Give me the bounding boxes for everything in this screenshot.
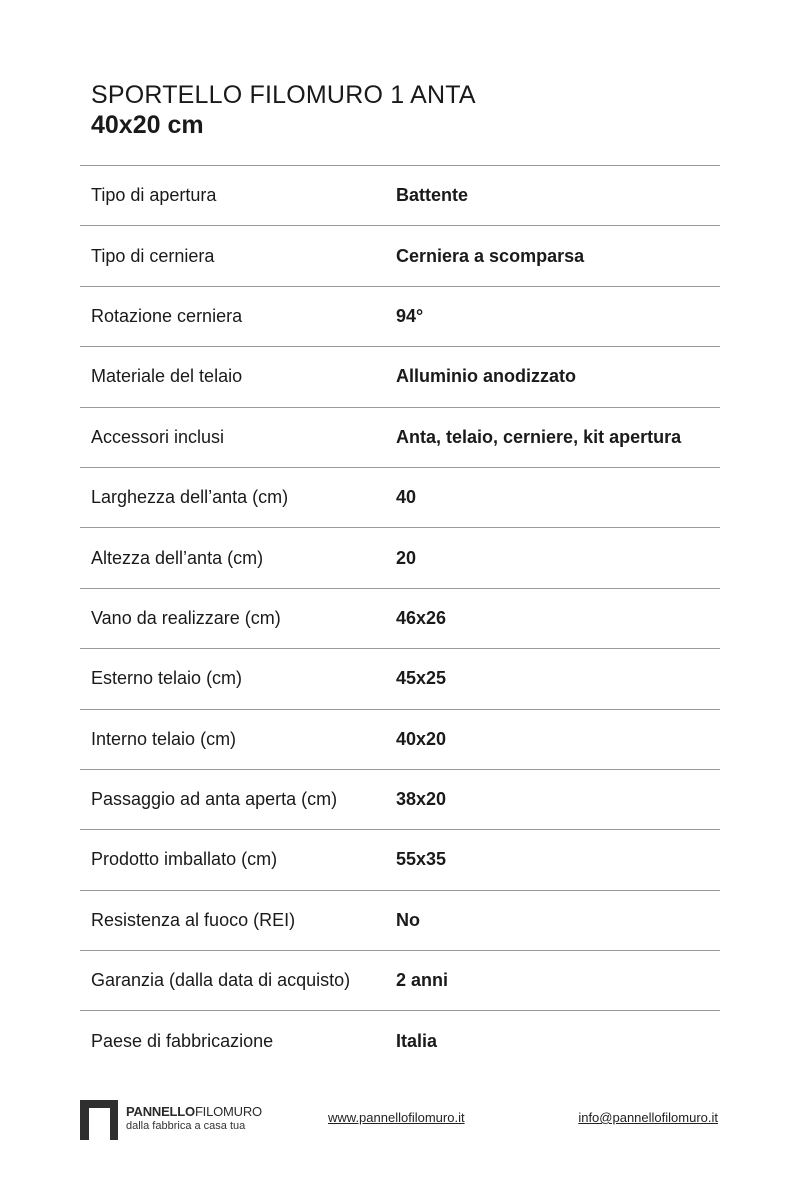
spec-row <box>80 770 720 830</box>
spec-row <box>80 468 720 528</box>
spec-value: 40x20 <box>396 728 447 749</box>
logo-tagline: dalla fabbrica a casa tua <box>126 1120 246 1132</box>
spec-value: 38x20 <box>396 789 447 810</box>
spec-value: Battente <box>396 185 469 206</box>
website-link[interactable]: www.pannellofilomuro.it <box>328 1110 465 1125</box>
page-header <box>91 80 476 140</box>
logo-name-bold: PANNELLO <box>126 1104 195 1119</box>
spec-value: Italia <box>396 1031 438 1052</box>
spec-value: 46x26 <box>396 607 447 628</box>
spec-value: Alluminio anodizzato <box>396 366 576 387</box>
spec-row <box>80 830 720 890</box>
spec-value: 94° <box>396 305 424 326</box>
brand-logo[interactable] <box>80 1100 262 1140</box>
spec-label: Interno telaio (cm) <box>91 728 237 749</box>
logo-name <box>126 1104 262 1119</box>
spec-table <box>80 165 720 1072</box>
spec-value: 2 anni <box>396 970 449 991</box>
spec-row <box>80 891 720 951</box>
door-logo-icon <box>80 1100 118 1140</box>
spec-row <box>80 226 720 286</box>
spec-label: Paese di fabbricazione <box>91 1031 274 1052</box>
spec-value: Cerniera a scomparsa <box>396 245 585 266</box>
spec-value: Anta, telaio, cerniere, kit apertura <box>396 426 682 447</box>
spec-row <box>80 347 720 407</box>
spec-label: Tipo di apertura <box>91 185 217 206</box>
spec-value: 40 <box>396 487 417 508</box>
spec-label: Larghezza dell’anta (cm) <box>91 487 289 508</box>
spec-label: Garanzia (dalla data di acquisto) <box>91 970 351 991</box>
spec-label: Rotazione cerniera <box>91 305 243 326</box>
spec-row <box>80 166 720 226</box>
spec-row <box>80 710 720 770</box>
spec-label: Tipo di cerniera <box>91 245 215 266</box>
page-title: SPORTELLO FILOMURO 1 ANTA <box>91 81 476 109</box>
spec-label: Materiale del telaio <box>91 366 243 387</box>
spec-row <box>80 287 720 347</box>
spec-row <box>80 649 720 709</box>
spec-value: No <box>396 909 420 930</box>
logo-name-light: FILOMURO <box>194 1104 262 1119</box>
spec-label: Vano da realizzare (cm) <box>91 607 281 628</box>
spec-row <box>80 589 720 649</box>
spec-label: Passaggio ad anta aperta (cm) <box>91 789 338 810</box>
page-subtitle: 40x20 cm <box>91 111 204 139</box>
spec-label: Resistenza al fuoco (REI) <box>91 909 296 930</box>
spec-label: Altezza dell’anta (cm) <box>91 547 264 568</box>
logo-text <box>126 1104 262 1133</box>
footer <box>80 1098 720 1142</box>
email-link[interactable]: info@pannellofilomuro.it <box>578 1110 718 1125</box>
spec-row <box>80 408 720 468</box>
spec-value: 45x25 <box>396 668 447 689</box>
spec-value: 55x35 <box>396 849 447 870</box>
spec-value: 20 <box>396 547 417 568</box>
spec-label: Accessori inclusi <box>91 426 225 447</box>
spec-row <box>80 951 720 1011</box>
spec-row <box>80 1011 720 1071</box>
spec-label: Esterno telaio (cm) <box>91 668 243 689</box>
spec-label: Prodotto imballato (cm) <box>91 849 278 870</box>
spec-row <box>80 528 720 588</box>
